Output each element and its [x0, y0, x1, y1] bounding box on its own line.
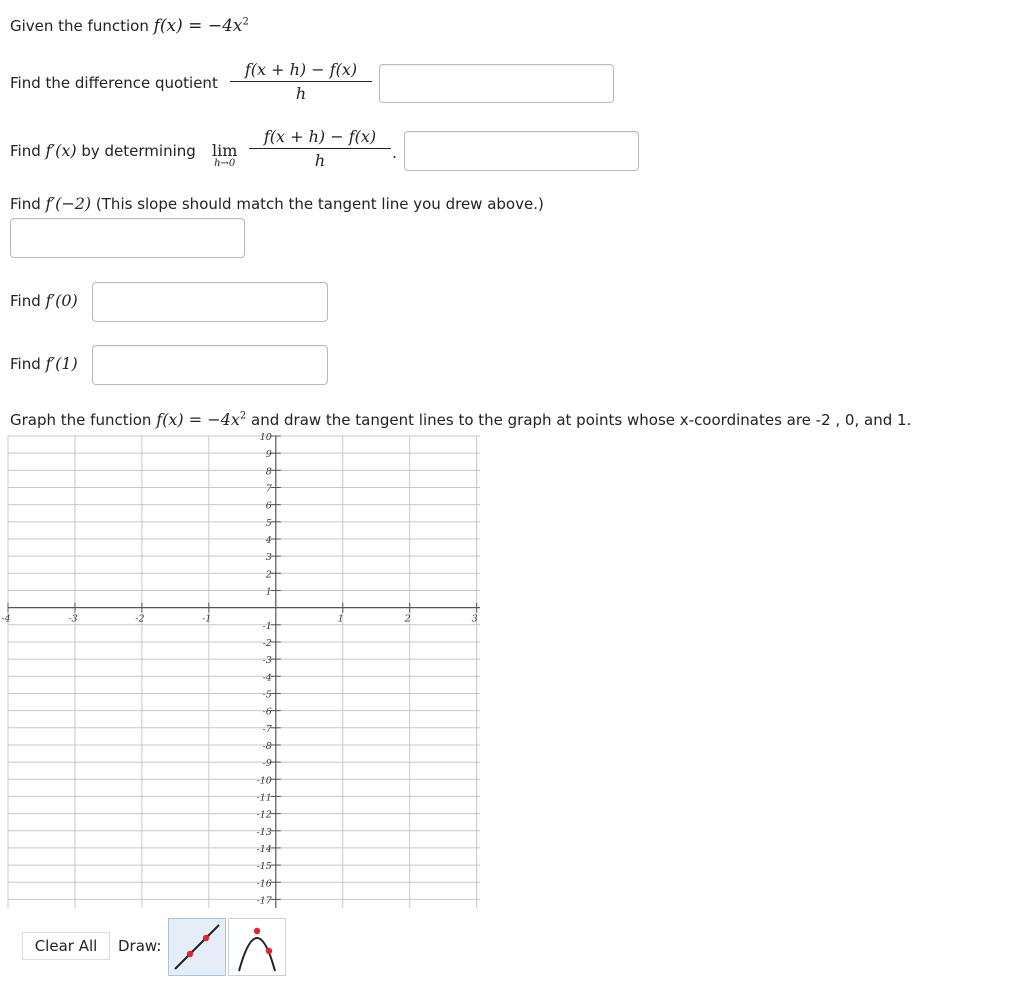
limit-fraction-numerator: f(x + h) − f(x) — [263, 127, 377, 146]
fm2-math: f′(−2) — [45, 194, 92, 213]
fm2-prefix: Find — [10, 195, 41, 213]
f-prime-1-input[interactable] — [92, 345, 328, 385]
given-function-expr: f(x) = −4x — [153, 16, 243, 36]
diff-quotient-fraction — [230, 60, 372, 103]
given-prefix: Given the function — [10, 17, 149, 35]
y-tick-label: 10 — [259, 432, 272, 443]
x-tick-label: -3 — [68, 613, 78, 625]
f-prime-0-input[interactable] — [92, 282, 328, 322]
y-tick-label: -5 — [262, 689, 272, 701]
f-prime-neg2-label — [10, 194, 544, 213]
y-tick-label: -10 — [256, 775, 272, 787]
y-tick-label: -14 — [256, 843, 272, 855]
x-tick-label: -4 — [1, 613, 11, 625]
y-tick-label: -17 — [256, 895, 272, 907]
y-tick-label: -4 — [262, 672, 272, 684]
y-tick-label: -11 — [256, 792, 272, 804]
f1-prefix: Find — [10, 355, 41, 373]
limit-word: lim — [212, 141, 238, 160]
y-tick-label: 2 — [265, 569, 272, 581]
y-tick-label: 4 — [265, 534, 272, 546]
x-tick-label: 1 — [337, 613, 344, 625]
f-prime-1-label — [10, 354, 78, 373]
y-tick-label: 9 — [265, 449, 272, 461]
f-prime-neg2-input[interactable] — [10, 218, 245, 258]
graph-function-exponent: 2 — [239, 410, 247, 422]
derivative-label — [10, 141, 196, 160]
y-tick-label: 8 — [265, 466, 272, 478]
graph-instruction — [10, 410, 911, 429]
given-function-exponent: 2 — [242, 16, 249, 28]
derivative-math: f′(x) — [45, 141, 77, 160]
graph-function-expr: f(x) = −4x — [156, 410, 240, 429]
period: . — [392, 143, 398, 162]
y-tick-label: -7 — [262, 723, 272, 735]
y-tick-label: -6 — [262, 706, 272, 718]
y-tick-label: -1 — [262, 620, 272, 632]
diff-quotient-input[interactable] — [379, 64, 614, 103]
limit-subscript: h→0 — [214, 158, 236, 169]
x-tick-label: 2 — [404, 613, 411, 625]
f1-math: f′(1) — [45, 354, 78, 373]
diff-quotient-label: Find the difference quotient — [10, 74, 218, 92]
y-tick-label: 6 — [265, 500, 272, 512]
y-tick-label: -12 — [256, 809, 272, 821]
clear-all-button[interactable]: Clear All — [22, 932, 110, 960]
line-tool-icon — [169, 919, 225, 975]
y-tick-label: -3 — [262, 655, 272, 667]
parabola-tool-button[interactable] — [228, 918, 286, 976]
graph-suffix: and draw the tangent lines to the graph at points whose x-coordinates are -2 , 0, and 1. — [251, 411, 912, 429]
draw-label: Draw: — [118, 937, 162, 955]
y-tick-label: 3 — [265, 552, 272, 564]
fm2-note: (This slope should match the tangent line you drew above.) — [95, 195, 544, 213]
y-tick-label: -16 — [256, 878, 272, 890]
fraction-denominator: h — [295, 84, 307, 103]
limit-fraction — [249, 127, 391, 170]
y-tick-label: -15 — [256, 861, 272, 873]
x-tick-label: -1 — [202, 613, 212, 625]
parabola-tool-icon — [229, 919, 285, 975]
f0-prefix: Find — [10, 292, 41, 310]
given-function-math — [154, 16, 249, 36]
derivative-input[interactable] — [404, 131, 639, 171]
y-tick-label: -2 — [262, 637, 272, 649]
limit-expression — [212, 141, 237, 169]
x-tick-label: -2 — [135, 613, 145, 625]
graph-function-math — [156, 410, 246, 429]
y-tick-label: 5 — [265, 517, 272, 529]
x-tick-label: 3 — [471, 613, 478, 625]
limit-fraction-denominator: h — [314, 151, 326, 170]
y-tick-label: -9 — [262, 758, 272, 770]
given-function-text — [10, 16, 249, 36]
f-prime-0-label — [10, 291, 78, 310]
fraction-numerator: f(x + h) − f(x) — [244, 60, 358, 79]
f0-math: f′(0) — [45, 291, 78, 310]
y-tick-label: 1 — [265, 586, 272, 598]
derivative-mid-text: by determining — [81, 142, 196, 160]
graph-prefix: Graph the function — [10, 411, 152, 429]
derivative-prefix: Find — [10, 142, 41, 160]
y-tick-label: 7 — [265, 483, 272, 495]
line-tool-button[interactable] — [168, 918, 226, 976]
y-tick-label: -13 — [256, 826, 272, 838]
graph-canvas[interactable] — [1, 432, 484, 912]
y-tick-label: -8 — [262, 740, 272, 752]
